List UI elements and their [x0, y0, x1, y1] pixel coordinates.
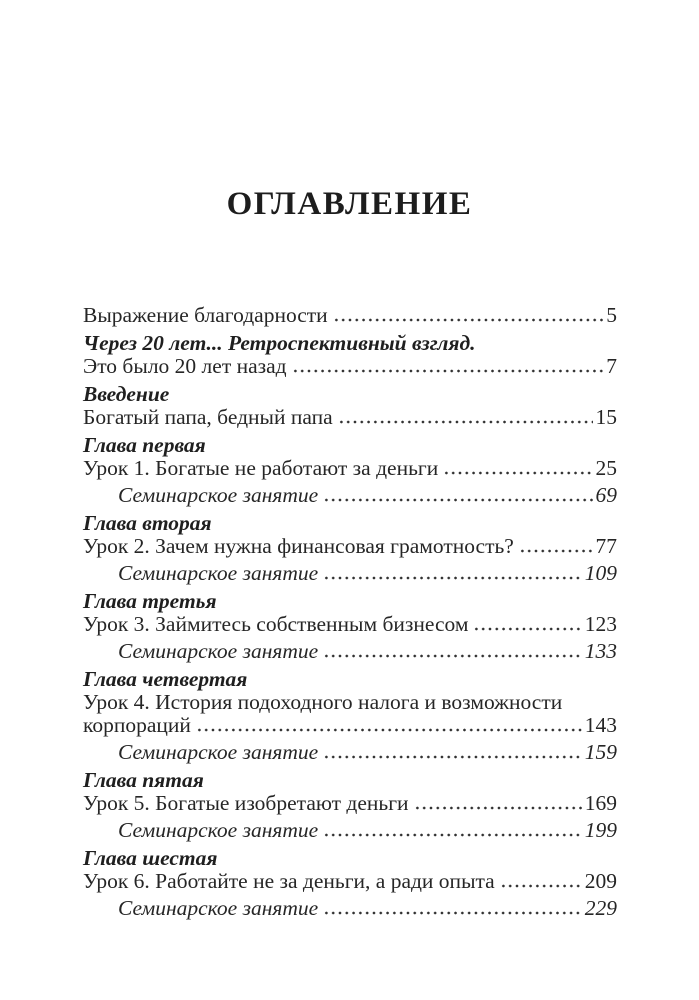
toc-entry-label: Выражение благодарности	[83, 303, 328, 327]
toc-entry	[83, 406, 617, 429]
dot-leader	[333, 304, 604, 327]
toc-page-number: 69	[595, 483, 617, 507]
toc-heading	[83, 847, 617, 870]
toc-entry-label: Семинарское занятие	[118, 639, 319, 663]
dot-leader	[292, 355, 604, 378]
toc-page-number: 199	[584, 818, 617, 842]
toc-entry-label: Семинарское занятие	[118, 483, 319, 507]
dot-leader	[323, 819, 582, 842]
toc-heading	[83, 512, 617, 535]
toc-entry-label: Семинарское занятие	[118, 896, 319, 920]
toc-page-number: 209	[584, 869, 617, 893]
toc-entry-label: Урок 2. Зачем нужна финансовая грамотность?	[83, 534, 514, 558]
toc-entry	[83, 792, 617, 815]
toc-entry	[83, 535, 617, 558]
toc-entry	[83, 870, 617, 893]
toc-page-number: 123	[584, 612, 617, 636]
toc-seminar-entry	[83, 562, 617, 585]
toc-page-number: 7	[606, 354, 617, 378]
toc-page-number: 159	[584, 740, 617, 764]
dot-leader	[323, 741, 582, 764]
dot-leader	[473, 613, 581, 636]
page-title: ОГЛАВЛЕНИЕ	[226, 186, 473, 222]
toc-entry-label: Урок 6. Работайте не за деньги, а ради опыта	[83, 869, 495, 893]
toc-entry-label: Это было 20 лет назад	[83, 354, 287, 378]
toc-entry-label: Урок 4. История подоходного налога и возможности	[83, 690, 563, 714]
toc-heading	[83, 383, 617, 406]
toc-page-number: 15	[595, 405, 617, 429]
toc-page-number: 77	[595, 534, 617, 558]
toc-heading-label: Введение	[83, 382, 170, 406]
toc-seminar-entry	[83, 640, 617, 663]
dot-leader	[323, 484, 592, 507]
toc-heading	[83, 769, 617, 792]
toc-heading-label: Через 20 лет... Ретроспективный взгляд.	[83, 331, 476, 355]
dot-leader	[500, 870, 582, 893]
dot-leader	[519, 535, 593, 558]
toc-entry-label: Богатый папа, бедный папа	[83, 405, 333, 429]
toc-entry-label: корпораций	[83, 713, 191, 737]
toc-heading-label: Глава вторая	[83, 511, 212, 535]
toc-page-number: 5	[606, 303, 617, 327]
toc-entry	[83, 304, 617, 327]
dot-leader	[323, 562, 582, 585]
toc-entry	[83, 355, 617, 378]
toc-entry	[83, 457, 617, 480]
toc-seminar-entry	[83, 819, 617, 842]
toc-seminar-entry	[83, 897, 617, 920]
toc-list	[83, 304, 617, 920]
toc-page-number: 229	[584, 896, 617, 920]
toc-page-number: 133	[584, 639, 617, 663]
toc-entry-label: Семинарское занятие	[118, 818, 319, 842]
toc-entry-label: Урок 5. Богатые изобретают деньги	[83, 791, 409, 815]
toc-seminar-entry	[83, 484, 617, 507]
toc-entry-label: Семинарское занятие	[118, 561, 319, 585]
toc-heading	[83, 668, 617, 691]
toc-heading	[83, 434, 617, 457]
toc-heading-label: Глава шестая	[83, 846, 218, 870]
dot-leader	[443, 457, 592, 480]
toc-heading	[83, 332, 617, 355]
dot-leader	[323, 897, 582, 920]
toc-heading-label: Глава пятая	[83, 768, 204, 792]
toc-heading-label: Глава третья	[83, 589, 217, 613]
toc-heading	[83, 590, 617, 613]
toc-entry-label: Урок 1. Богатые не работают за деньги	[83, 456, 439, 480]
dot-leader	[196, 714, 582, 737]
toc-page-number: 25	[595, 456, 617, 480]
toc-page-number: 169	[584, 791, 617, 815]
toc-page-number: 109	[584, 561, 617, 585]
toc-entry-label: Семинарское занятие	[118, 740, 319, 764]
toc-page-number: 143	[584, 713, 617, 737]
dot-leader	[414, 792, 582, 815]
dot-leader	[323, 640, 582, 663]
toc-entry-label: Урок 3. Займитесь собственным бизнесом	[83, 612, 469, 636]
toc-entry-wrap-first	[83, 691, 617, 714]
toc-heading-label: Глава четвертая	[83, 667, 248, 691]
dot-leader	[338, 406, 593, 429]
toc-heading-label: Глава первая	[83, 433, 206, 457]
toc-seminar-entry	[83, 741, 617, 764]
toc-entry	[83, 613, 617, 636]
toc-entry-wrap-last	[83, 714, 617, 737]
